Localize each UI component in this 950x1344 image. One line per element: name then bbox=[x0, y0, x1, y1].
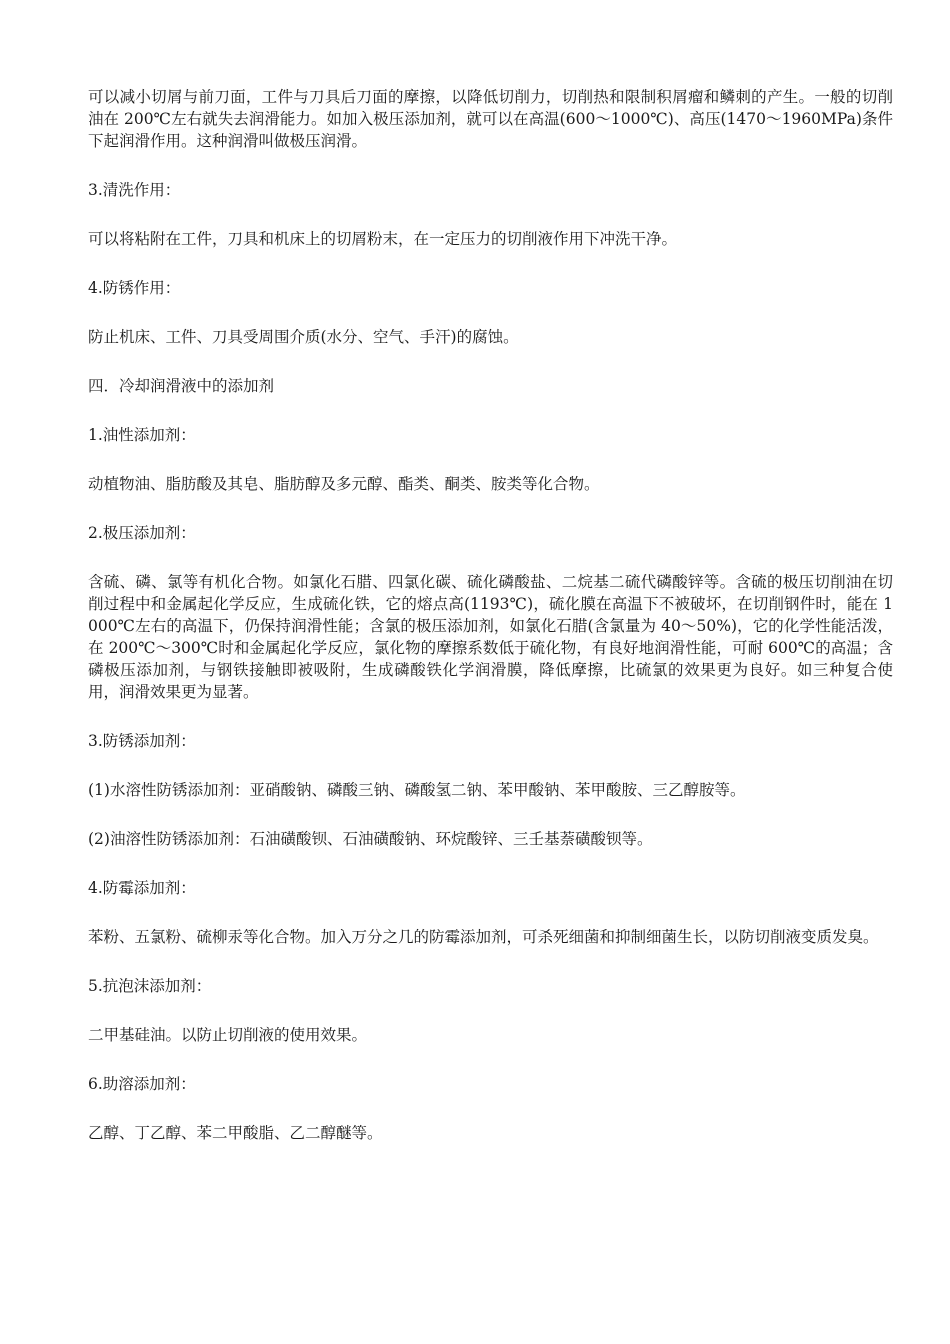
paragraph-cleaning: 可以将粘附在工件，刀具和机床上的切屑粉末，在一定压力的切削液作用下冲洗干净。 bbox=[88, 230, 678, 248]
heading-oiliness-additive: 1.油性添加剂： bbox=[88, 426, 196, 444]
paragraph-solubilizing-additive: 乙醇、丁乙醇、苯二甲酸脂、乙二醇醚等。 bbox=[88, 1124, 383, 1142]
paragraph-water-soluble-antirust: (1)水溶性防锈添加剂：亚硝酸钠、磷酸三钠、磷酸氢二钠、苯甲酸钠、苯甲酸胺、三乙醇胺等。 bbox=[88, 781, 746, 799]
paragraph-antifoam-additive: 二甲基硅油。以防止切削液的使用效果。 bbox=[88, 1026, 368, 1044]
heading-rust-prevention-function: 4.防锈作用： bbox=[88, 279, 181, 297]
heading-cleaning-function: 3.清洗作用： bbox=[88, 181, 181, 199]
paragraph-extreme-pressure-additive: 含硫、磷、氯等有机化合物。如氯化石腊、四氯化碳、硫化磷酸盐、二烷基二硫代磷酸锌等。含硫的极压切削油在切削过程中和金属起化学反应，生成硫化铁，它的熔点高(1193℃)，硫化膜在高温下不被破坏，在切削钢件时，能在 1000℃左右的高温下，仍保持润滑性能；含氯的极压添加剂，如氯化石腊(含氯量为 40～50%)，它的化学性能活泼，在 200℃～300℃时和金属起化学反应，氯化物的摩擦系数低于硫化物，有良好地润滑性能，可耐 600℃的高温；含磷极压添加剂，与钢铁接触即被吸附，生成磷酸铁化学润滑膜，降低摩擦，比硫氯的效果更为良好。如三种复合使用，润滑效果更为显著。 bbox=[88, 573, 893, 701]
section-heading-additives: 四．冷却润滑液中的添加剂 bbox=[88, 377, 275, 395]
paragraph-oil-soluble-antirust: (2)油溶性防锈添加剂：石油磺酸钡、石油磺酸钠、环烷酸锌、三壬基萘磺酸钡等。 bbox=[88, 830, 653, 848]
document-page bbox=[88, 86, 893, 1171]
heading-antifoam-additive: 5.抗泡沫添加剂： bbox=[88, 977, 212, 995]
heading-antimold-additive: 4.防霉添加剂： bbox=[88, 879, 196, 897]
heading-solubilizing-additive: 6.助溶添加剂： bbox=[88, 1075, 196, 1093]
heading-antirust-additive: 3.防锈添加剂： bbox=[88, 732, 196, 750]
paragraph-rust-prevention: 防止机床、工件、刀具受周围介质(水分、空气、手汗)的腐蚀。 bbox=[88, 328, 519, 346]
paragraph-lubrication-continued: 可以减小切屑与前刀面，工件与刀具后刀面的摩擦，以降低切削力，切削热和限制积屑瘤和鳞刺的产生。一般的切削油在 200℃左右就失去润滑能力。如加入极压添加剂，就可以在高温(600～1000℃)、高压(1470～1960MPa)条件下起润滑作用。这种润滑叫做极压润滑。 bbox=[88, 88, 893, 150]
heading-extreme-pressure-additive: 2.极压添加剂： bbox=[88, 524, 196, 542]
paragraph-oiliness-additive: 动植物油、脂肪酸及其皂、脂肪醇及多元醇、酯类、酮类、胺类等化合物。 bbox=[88, 475, 600, 493]
paragraph-antimold-additive: 苯粉、五氯粉、硫柳汞等化合物。加入万分之几的防霉添加剂，可杀死细菌和抑制细菌生长，以防切削液变质发臭。 bbox=[88, 928, 879, 946]
